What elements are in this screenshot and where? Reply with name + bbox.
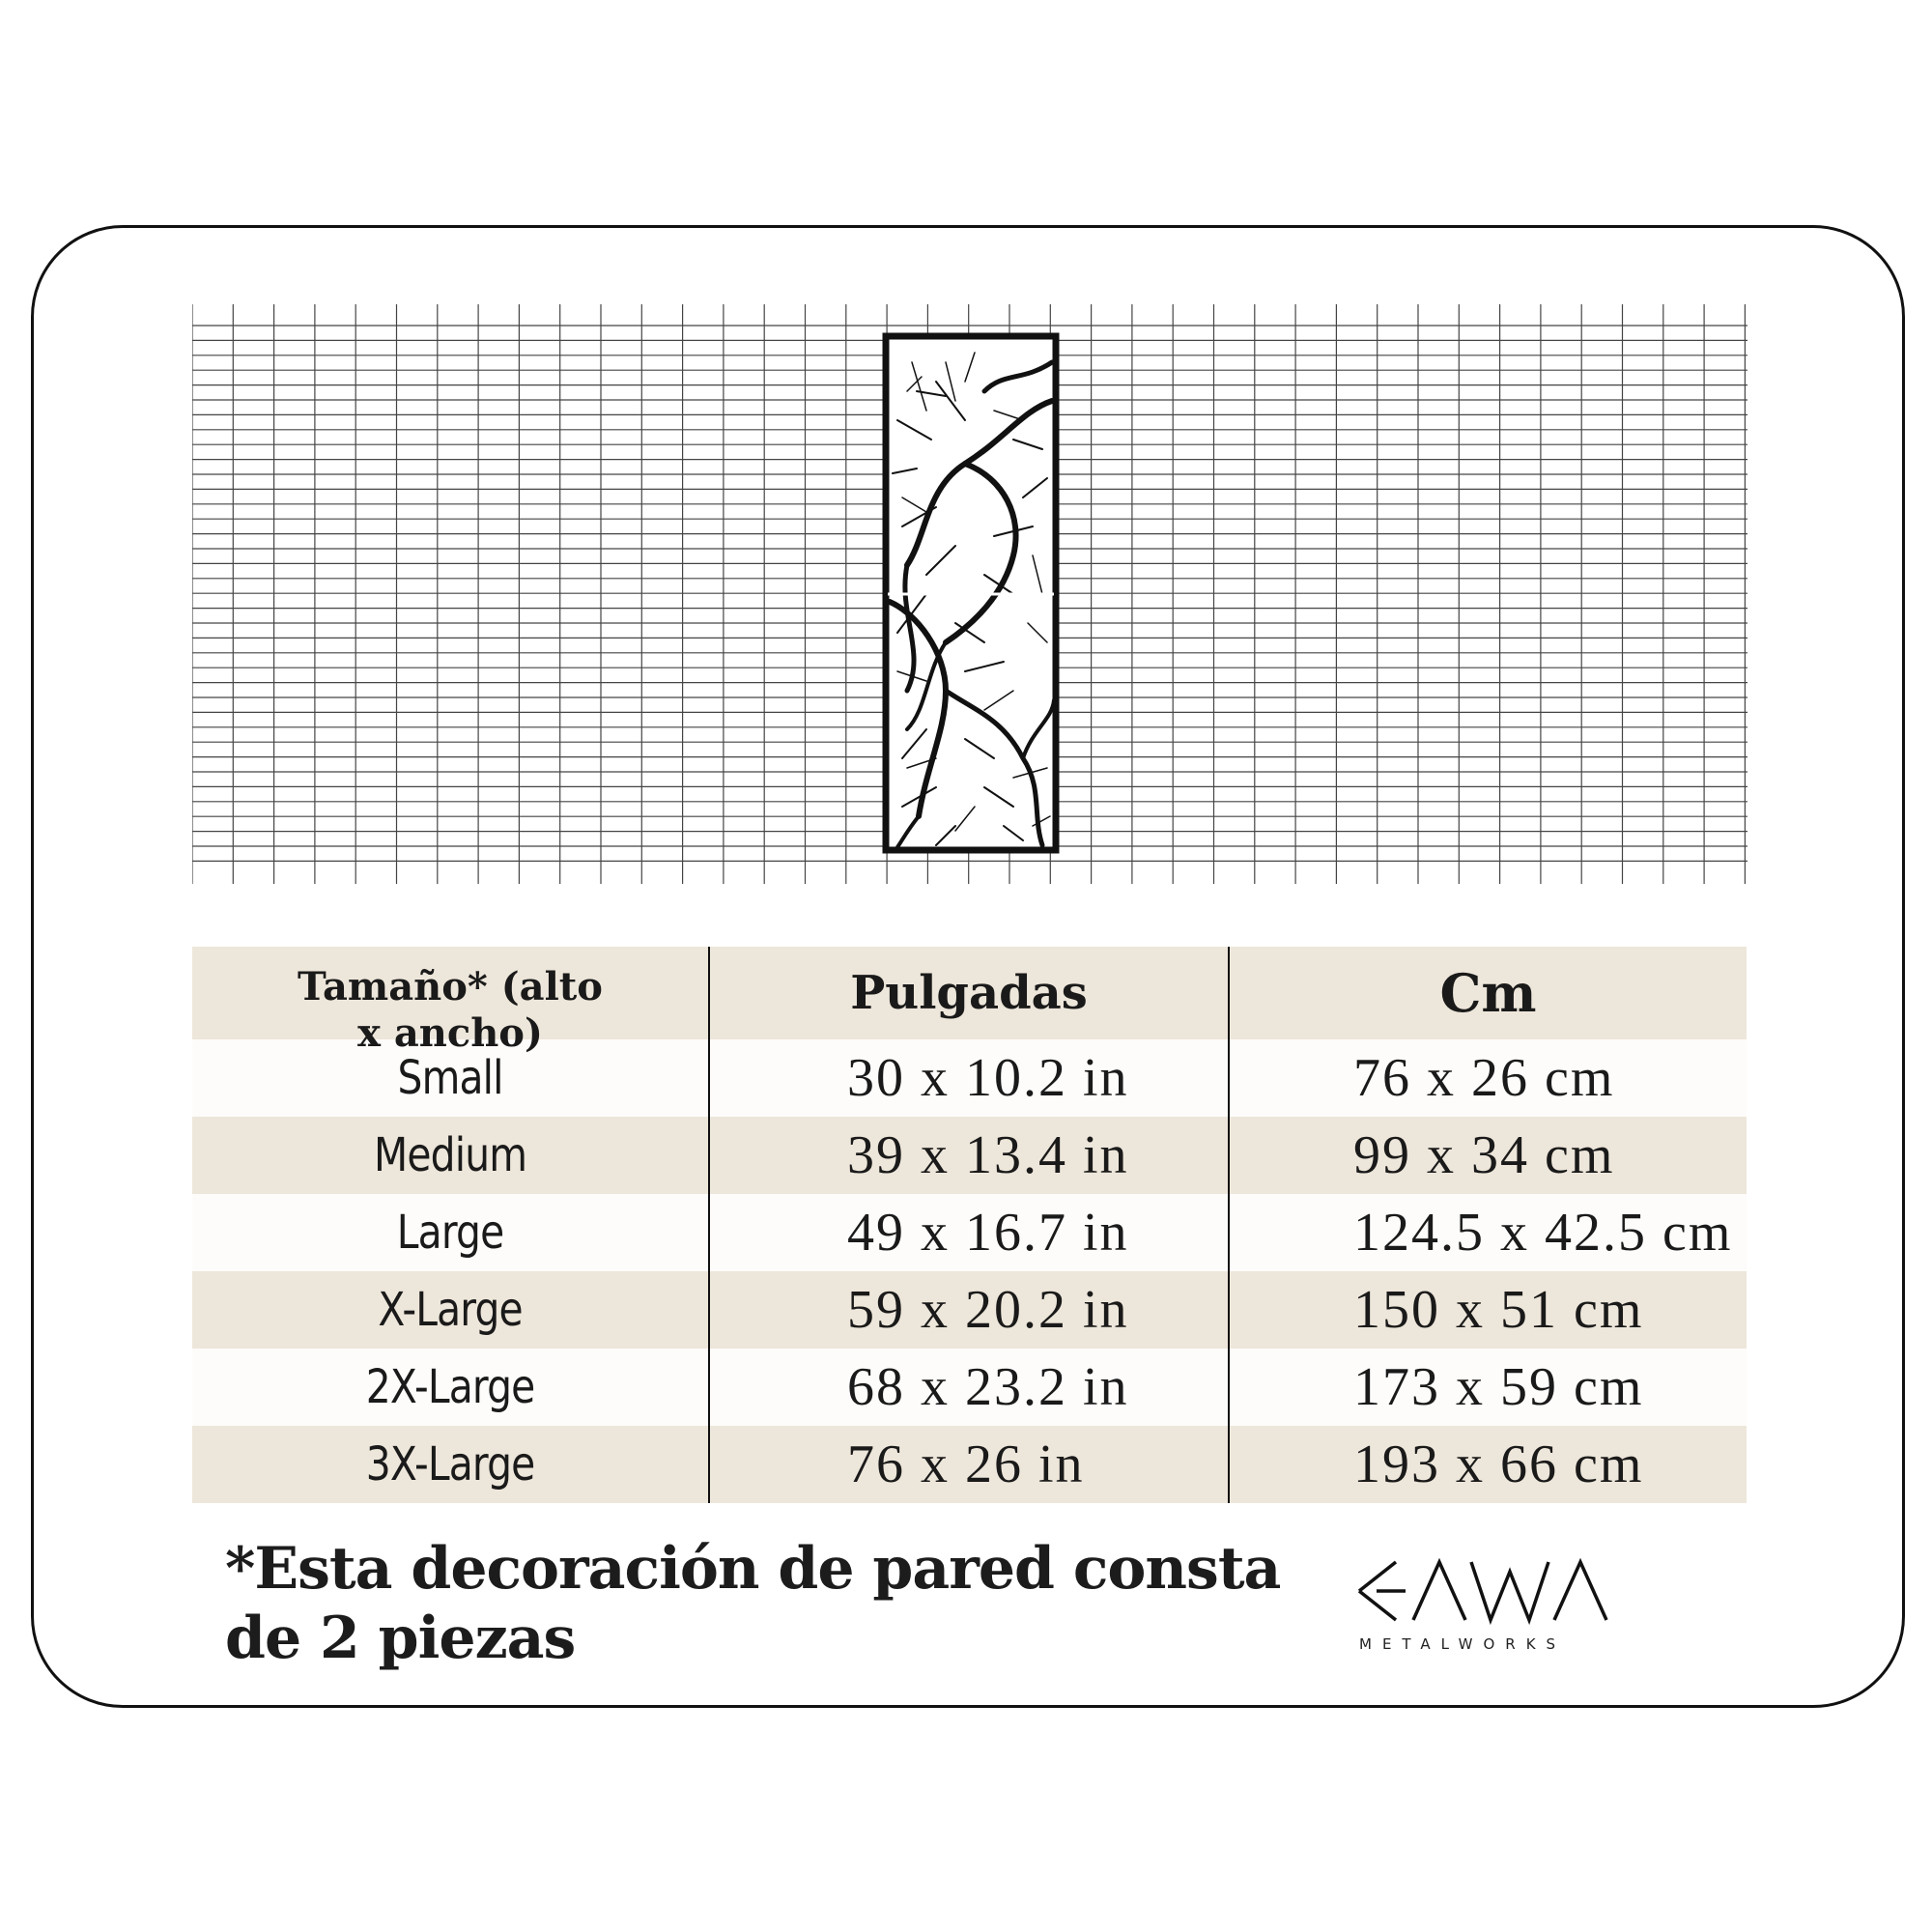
cm-value: 99 x 34 cm [1229,1117,1747,1194]
table-row [192,1349,1747,1426]
cm-value: 193 x 66 cm [1229,1426,1747,1503]
size-label: 2X-Large [365,1360,535,1414]
cm-value: 173 x 59 cm [1229,1349,1747,1426]
size-label: X-Large [378,1283,523,1337]
size-table [192,947,1747,1503]
table-row [192,1194,1747,1271]
pieces-note: *Esta decoración de pared consta de 2 piezas [225,1535,1281,1672]
header-size: Tamaño* (alto x ancho) [298,964,603,1056]
table-row [192,1426,1747,1503]
kawa-logo-mark [1357,1550,1610,1628]
header-inches: Pulgadas [709,947,1229,1039]
size-label: Large [396,1206,504,1260]
table-row [192,1271,1747,1349]
brand-subtitle: METALWORKS [1359,1635,1567,1653]
size-label: Small [397,1051,503,1105]
inches-value: 39 x 13.4 in [709,1117,1229,1194]
cm-value: 124.5 x 42.5 cm [1229,1194,1747,1271]
inches-value: 59 x 20.2 in [709,1271,1229,1349]
inches-value: 49 x 16.7 in [709,1194,1229,1271]
cm-value: 76 x 26 cm [1229,1039,1747,1117]
cm-value: 150 x 51 cm [1229,1271,1747,1349]
header-cm: Cm [1229,947,1747,1039]
table-row [192,1117,1747,1194]
table-row [192,1039,1747,1117]
grid-preview [192,304,1747,884]
table-header-row [192,947,1747,1039]
tree-wall-panel-image [886,336,1056,850]
inches-value: 68 x 23.2 in [709,1349,1229,1426]
inches-value: 30 x 10.2 in [709,1039,1229,1117]
size-label: 3X-Large [365,1437,535,1492]
brand-logo [1357,1550,1610,1653]
inches-value: 76 x 26 in [709,1426,1229,1503]
size-label: Medium [374,1128,527,1182]
